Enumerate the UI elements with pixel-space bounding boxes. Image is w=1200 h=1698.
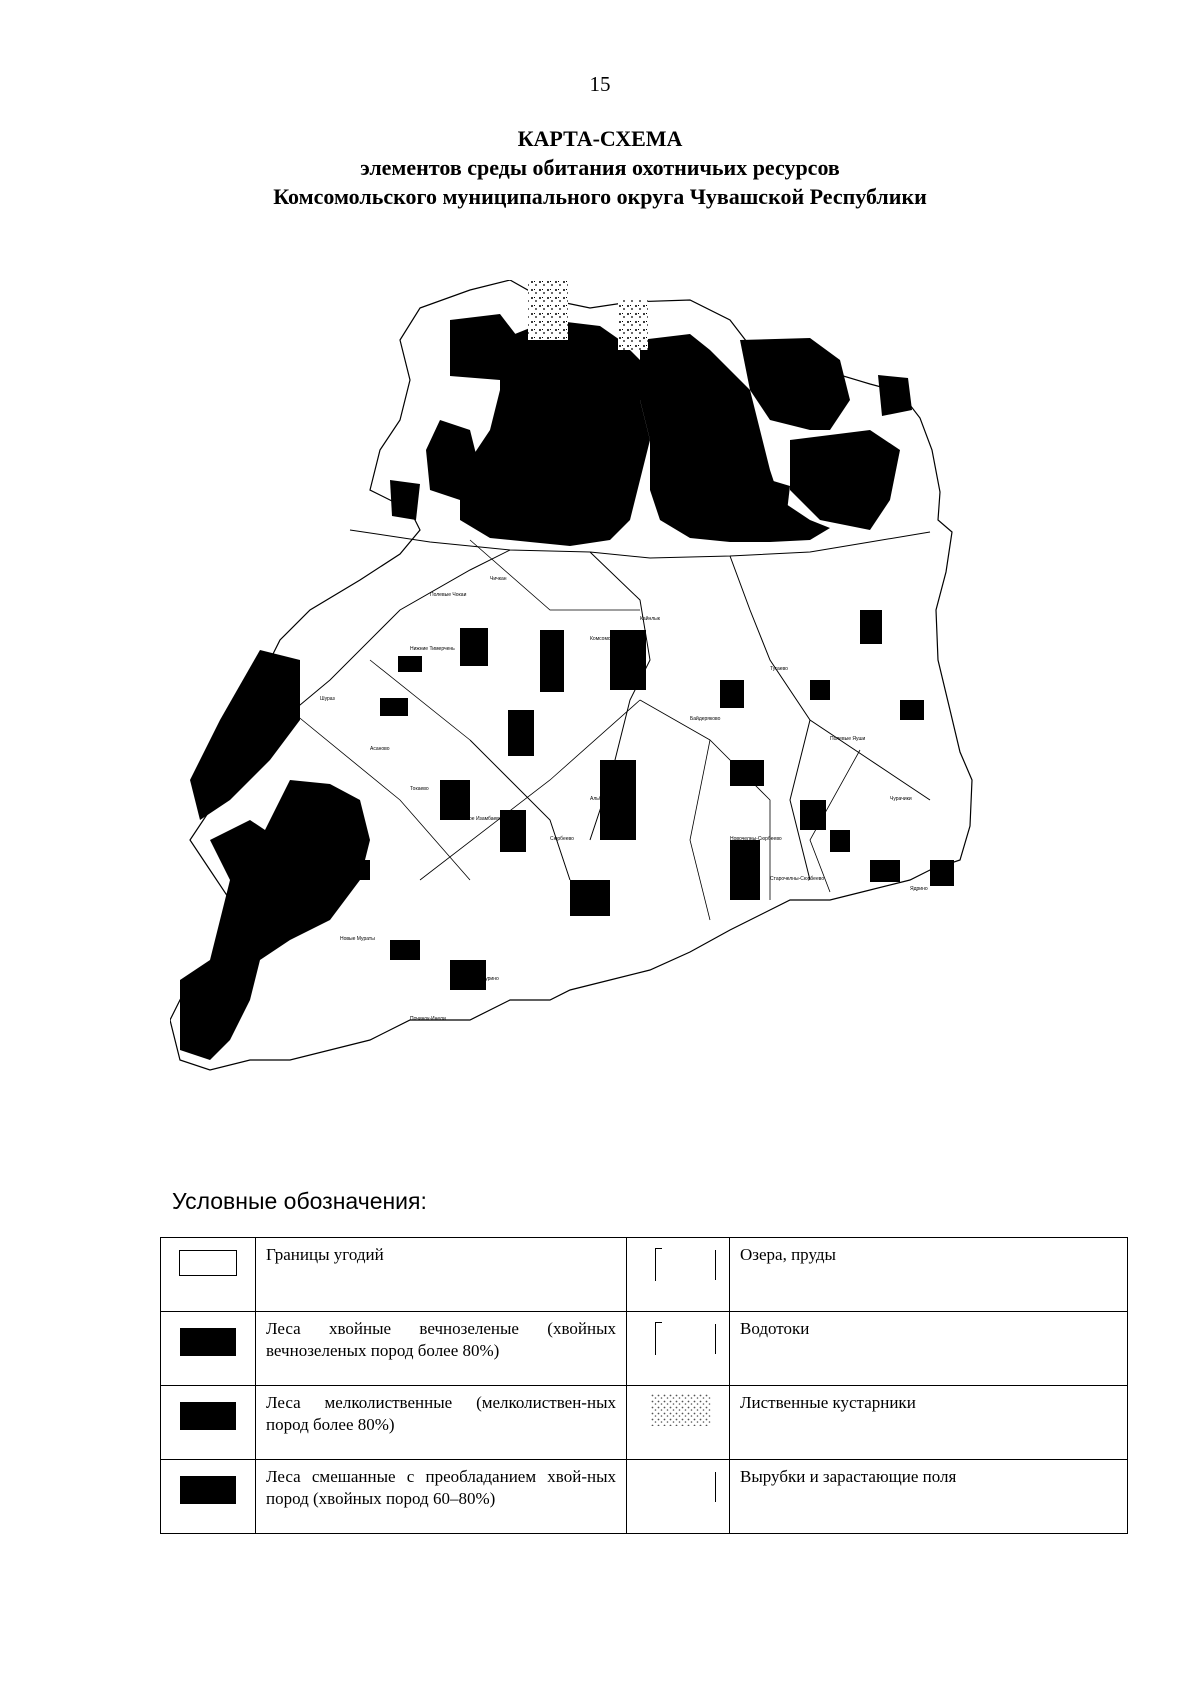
svg-text:Чурачики: Чурачики [890, 796, 912, 802]
legend-row [161, 1460, 1128, 1534]
conifer-forest-swatch-icon [180, 1328, 236, 1356]
stream-bracket-icon [637, 1322, 719, 1356]
lake-bracket-icon [637, 1248, 719, 1282]
legend-label: Границы угодий [256, 1238, 627, 1312]
svg-text:Полевые Яуши: Полевые Яуши [830, 736, 866, 742]
legend-symbol-cell [161, 1238, 256, 1312]
legend-symbol-cell [627, 1460, 730, 1534]
svg-text:Новочелны-Сюрбеево: Новочелны-Сюрбеево [730, 836, 782, 842]
title-line-2: элементов среды обитания охотничьих ресурсов [360, 155, 840, 180]
legend-row [161, 1312, 1128, 1386]
shrub-patch [528, 280, 568, 340]
legend-heading: Условные обозначения: [172, 1188, 427, 1214]
svg-text:Альбусь-Сюрбеево: Альбусь-Сюрбеево [590, 796, 635, 802]
legend-label: Лиственные кустарники [730, 1386, 1128, 1460]
legend-symbol-cell [627, 1238, 730, 1312]
svg-text:Сюрбеево: Сюрбеево [550, 836, 574, 842]
legend-symbol-cell [161, 1312, 256, 1386]
legend-label: Водотоки [730, 1312, 1128, 1386]
svg-text:Кульгеши: Кульгеши [640, 368, 663, 374]
title-line-3: Комсомольского муниципального округа Чувашской Республики [273, 184, 927, 209]
legend-symbol-cell [627, 1312, 730, 1386]
svg-text:Нижние Тимерчень: Нижние Тимерчень [410, 646, 455, 652]
svg-text:Полевые Чокаи: Полевые Чокаи [430, 592, 467, 598]
boundary-swatch-icon [179, 1250, 237, 1276]
shrub-pattern-icon [651, 1394, 711, 1426]
shrub-patch [618, 300, 648, 350]
legend-row [161, 1386, 1128, 1460]
svg-text:Новое Изамбаево: Новое Изамбаево [460, 816, 502, 822]
legend-label: Леса мелколиственные (мелколиствен-ных пород более 80%) [256, 1386, 627, 1460]
legend-label: Озера, пруды [730, 1238, 1128, 1312]
svg-text:Комсомольское: Комсомольское [590, 636, 627, 642]
mixed-forest-swatch-icon [180, 1476, 236, 1504]
svg-text:Тугаево: Тугаево [770, 666, 788, 672]
svg-text:Токаево: Токаево [410, 786, 429, 792]
legend-symbol-cell [161, 1386, 256, 1460]
legend-row [161, 1238, 1128, 1312]
legend-table [160, 1237, 1128, 1534]
svg-text:Кайнлык: Кайнлык [640, 616, 660, 622]
legend-symbol-cell [161, 1460, 256, 1534]
title-line-1: КАРТА-СХЕМА [517, 126, 683, 151]
svg-text:Починок-Инели: Починок-Инели [410, 1016, 446, 1022]
map-title [0, 124, 1200, 211]
legend-label: Вырубки и зарастающие поля [730, 1460, 1128, 1534]
svg-text:Яманчурино: Яманчурино [470, 976, 499, 982]
district-map [170, 280, 1050, 1150]
svg-text:Асаново: Асаново [370, 746, 390, 752]
svg-text:Чичкан: Чичкан [490, 576, 507, 582]
svg-text:Новые Мураты: Новые Мураты [340, 936, 375, 942]
svg-text:Старочелны-Сюрбеево: Старочелны-Сюрбеево [770, 876, 825, 882]
page-number: 15 [589, 72, 611, 96]
clearing-line-icon [637, 1470, 719, 1504]
legend-label: Леса смешанные с преобладанием хвой-ных пород (хвойных пород 60–80%) [256, 1460, 627, 1534]
legend-symbol-cell [627, 1386, 730, 1460]
svg-text:Ядрино: Ядрино [910, 886, 928, 892]
svg-text:Шураз: Шураз [320, 696, 335, 702]
svg-text:Байдеряково: Байдеряково [690, 716, 721, 722]
legend-label: Леса хвойные вечнозеленые (хвойных вечнозеленых пород более 80%) [256, 1312, 627, 1386]
smallleaf-forest-swatch-icon [180, 1402, 236, 1430]
